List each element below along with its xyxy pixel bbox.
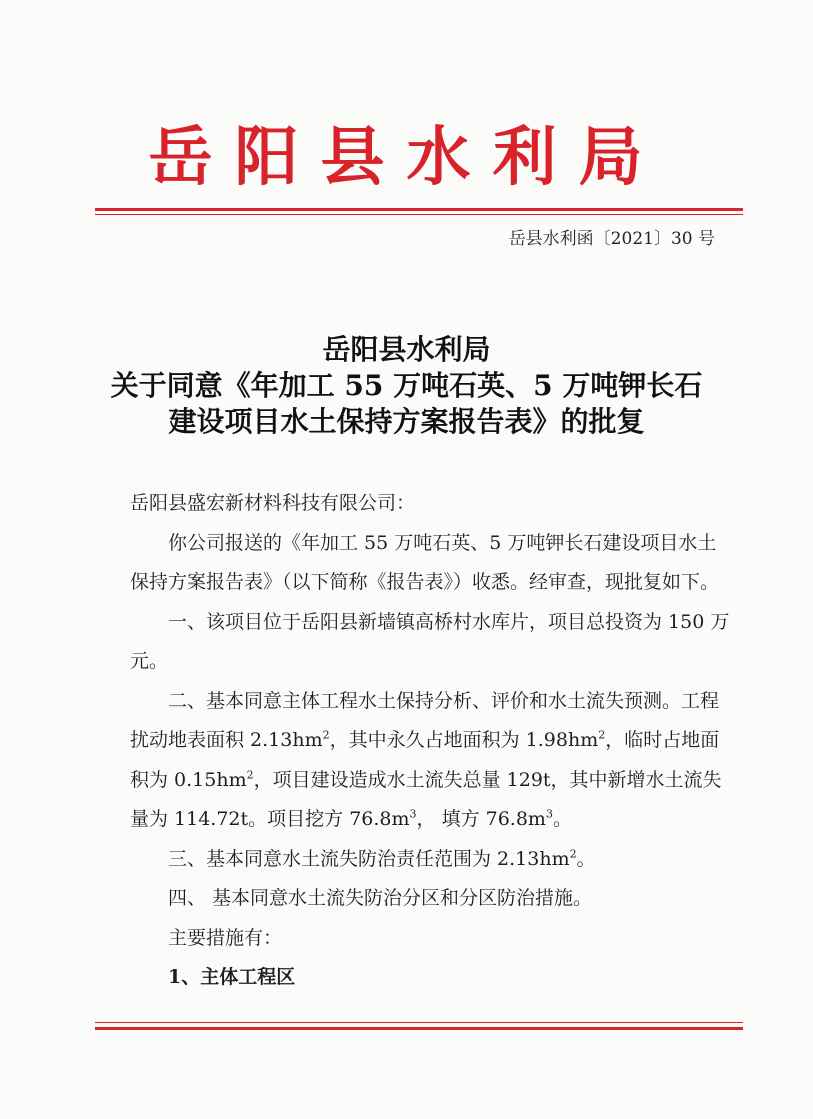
paragraph-item-2 <box>130 682 730 840</box>
superscript-2: 2 <box>322 728 330 742</box>
paragraph-item-4: 四、 基本同意水土流失防治分区和分区防治措施。 <box>168 887 593 909</box>
title-line-2: 关于同意《年加工 55 万吨石英、5 万吨钾长石 <box>110 369 703 402</box>
addressee: 岳阳县盛宏新材料科技有限公司： <box>130 492 416 514</box>
para-item-2-part-d: ，项目建设造成水土流失总量 129t，其中新增水土流失量为 114.72t。项目挖方 76.8m <box>130 768 722 830</box>
paragraph-measures: 主要措施有： <box>168 926 283 949</box>
header-red-rule-thin <box>95 214 743 215</box>
document-number: 岳县水利函〔2021〕30 号 <box>508 229 715 249</box>
footer-red-rule-thick <box>95 1027 743 1030</box>
paragraph-intro: 你公司报送的《年加工 55 万吨石英、5 万吨钾长石建设项目水土保持方案报告表》（以下简称《报告表》）收悉。经审查，现批复如下。 <box>130 531 720 593</box>
superscript-2: 2 <box>598 728 606 742</box>
superscript-3: 3 <box>409 807 417 821</box>
para-item-3-part-b: 。 <box>576 847 596 870</box>
document-title <box>0 332 813 440</box>
para-item-2-part-e: ， 填方 76.8m <box>416 808 546 830</box>
superscript-2: 2 <box>246 768 254 782</box>
para-item-3-part-a: 三、基本同意水土流失防治责任范围为 2.13hm <box>168 847 570 870</box>
superscript-3: 3 <box>545 807 553 821</box>
paragraph-item-1: 一、该项目位于岳阳县新墙镇高桥村水库片，项目总投资为 150 万元。 <box>130 610 730 672</box>
para-item-2-part-a: 二、基本同意主体工程水土保持分析、评价和水土流失预测。工程扰动地表面积 2.13hm <box>130 689 720 751</box>
header-red-rule-thick <box>95 208 743 211</box>
para-item-2-part-c: ，临时占地面积为 0.15hm <box>130 729 720 791</box>
footer-red-rule-thin <box>95 1022 743 1023</box>
agency-header-title: 岳阳县水利局 <box>148 121 665 195</box>
superscript-2: 2 <box>569 847 577 861</box>
title-line-1: 岳阳县水利局 <box>322 333 491 366</box>
title-line-3: 建设项目水土保持方案报告表》的批复 <box>168 405 645 438</box>
paragraph-subheading-main-works: 1、主体工程区 <box>168 966 296 988</box>
para-item-2-part-b: ，其中永久占地面积为 1.98hm <box>329 729 599 751</box>
para-item-2-part-f: 。 <box>552 808 572 830</box>
paragraph-item-3 <box>130 840 730 880</box>
document-body <box>130 484 730 998</box>
